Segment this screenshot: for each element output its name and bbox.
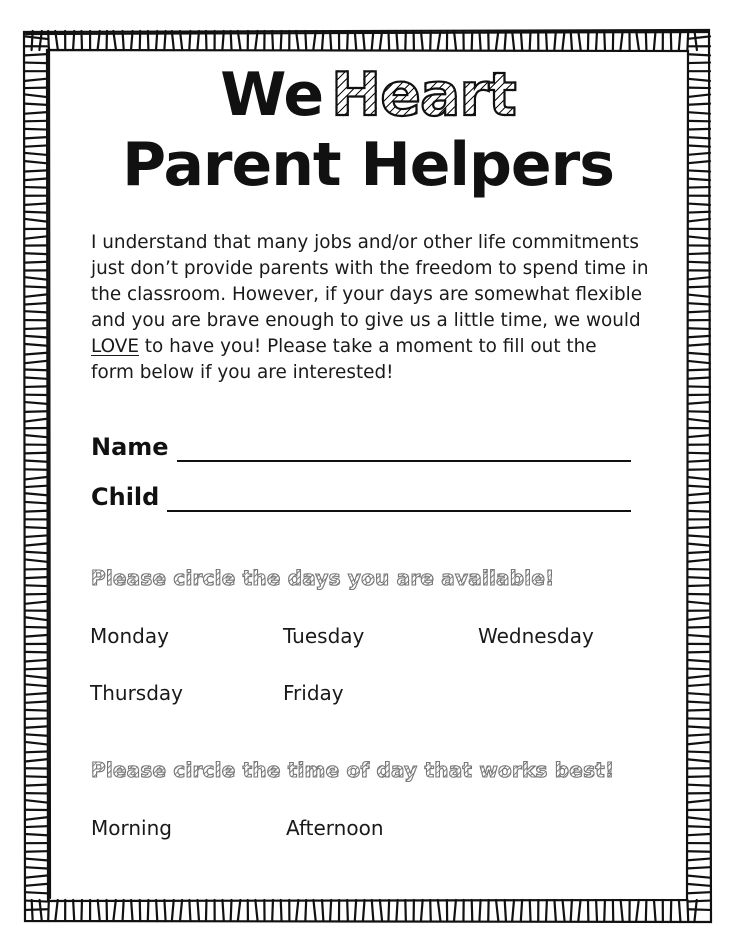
name-blank-line[interactable] xyxy=(177,428,631,462)
day-option-tuesday[interactable]: Tuesday xyxy=(283,624,365,648)
name-label: Name xyxy=(91,433,169,461)
title-line-we-heart xyxy=(0,58,736,132)
days-heading: Please circle the days you are available! xyxy=(91,566,555,590)
intro-line: I understand that many jobs and/or other life commitments xyxy=(91,232,639,253)
intro-line: and you are brave enough to give us a little time, we would xyxy=(91,310,641,331)
day-option-monday[interactable]: Monday xyxy=(90,624,169,648)
day-option-friday[interactable]: Friday xyxy=(283,681,344,705)
intro-line xyxy=(91,334,651,360)
name-field[interactable] xyxy=(91,428,631,464)
title-line-parent-helpers: Parent Helpers xyxy=(122,130,614,200)
day-option-wednesday[interactable]: Wednesday xyxy=(478,624,594,648)
title-word-we: We xyxy=(220,60,324,130)
time-heading: Please circle the time of day that works best! xyxy=(91,758,615,782)
time-option-afternoon[interactable]: Afternoon xyxy=(286,816,384,840)
child-field[interactable] xyxy=(91,478,631,514)
intro-line: form below if you are interested! xyxy=(91,362,394,383)
intro-line: the classroom. However, if your days are somewhat flexible xyxy=(91,284,643,305)
time-option-morning[interactable]: Morning xyxy=(91,816,172,840)
intro-line: just don’t provide parents with the freedom to spend time in xyxy=(91,258,649,279)
love-emphasis: LOVE xyxy=(91,336,139,357)
title-word-heart: Heart xyxy=(331,60,516,130)
intro-line-rest: to have you! Please take a moment to fill out the xyxy=(138,336,597,357)
child-label: Child xyxy=(91,483,160,511)
day-option-thursday[interactable]: Thursday xyxy=(90,681,183,705)
child-blank-line[interactable] xyxy=(167,478,631,512)
intro-paragraph xyxy=(91,230,651,386)
